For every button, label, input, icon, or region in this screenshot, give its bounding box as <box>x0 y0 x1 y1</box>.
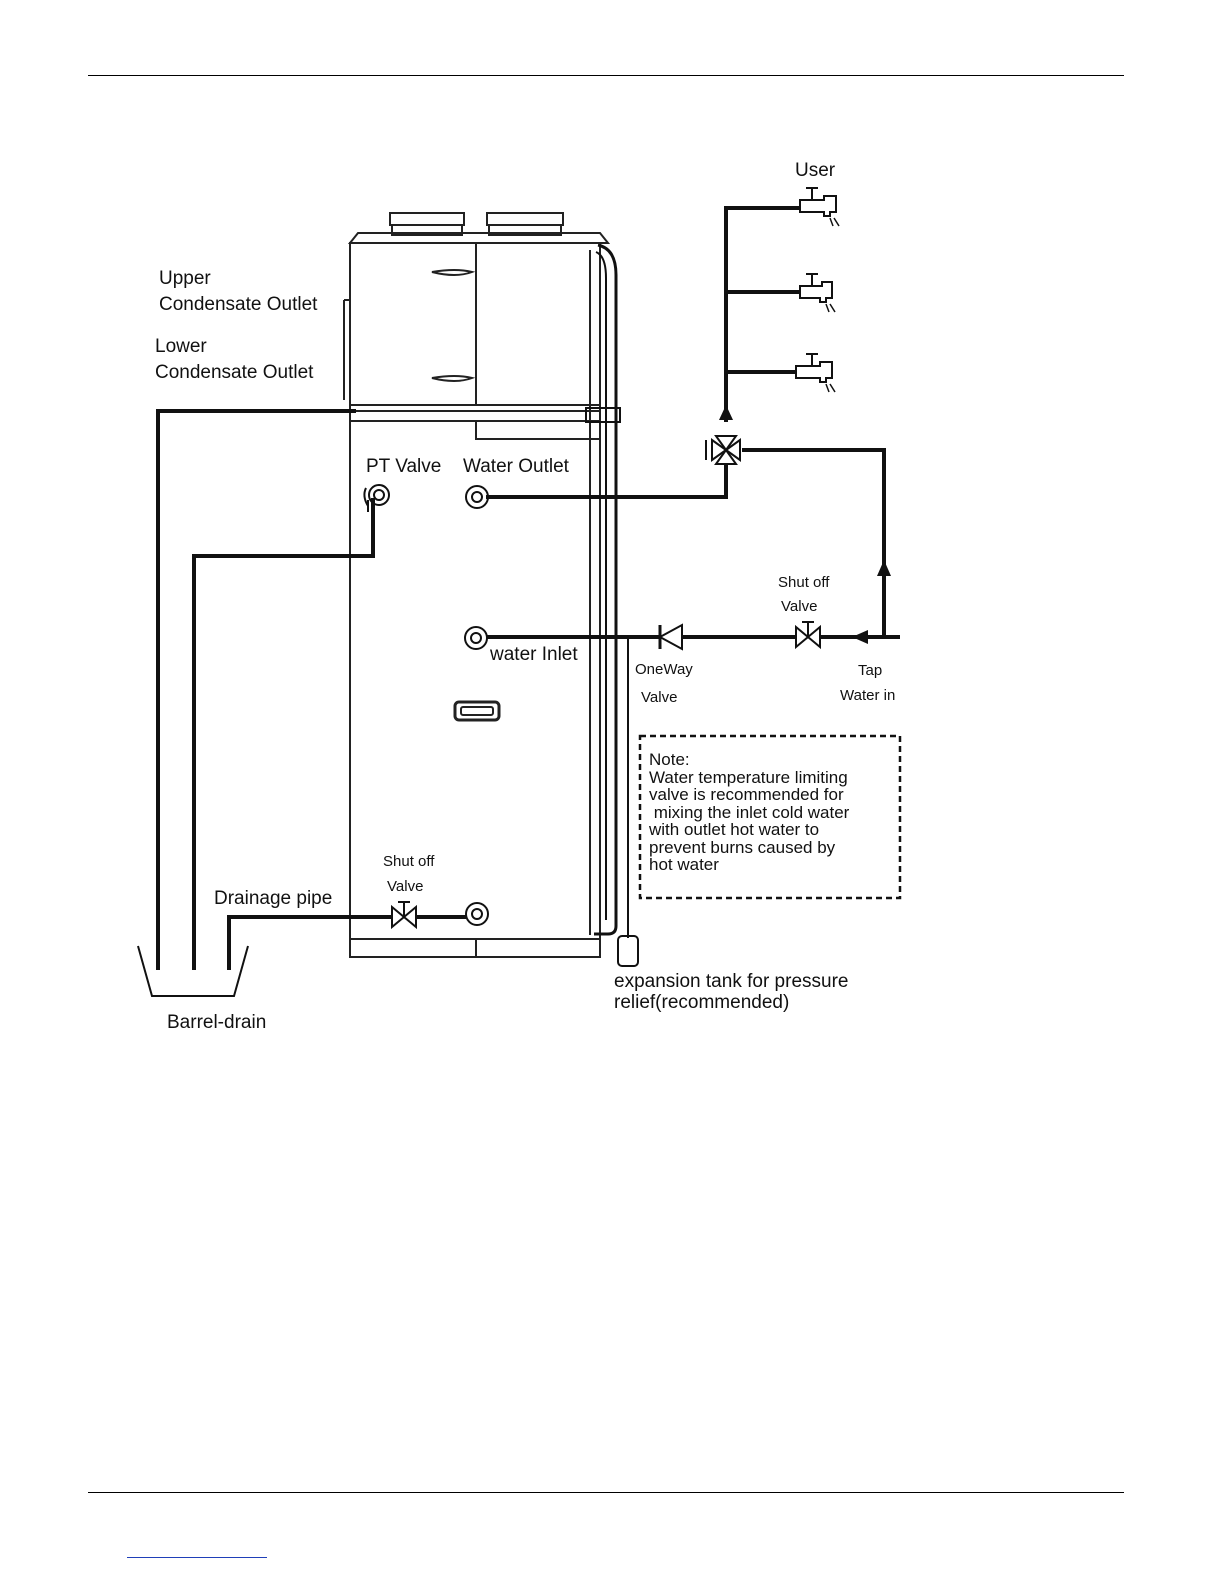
oneway-valve-icon <box>660 625 682 649</box>
lower-condensate-label-line2: Condensate Outlet <box>155 362 314 383</box>
upper-condensate-label-line2: Condensate Outlet <box>159 294 318 315</box>
water-outlet-label: Water Outlet <box>463 456 569 477</box>
water-inlet-label: water Inlet <box>490 644 578 665</box>
side-pipe <box>586 245 620 934</box>
expansion-tank-label-line1: expansion tank for pressure <box>614 971 849 992</box>
note-line: Note: <box>649 750 690 769</box>
note-line: Water temperature limiting <box>649 768 848 787</box>
lower-condensate-label-line1: Lower <box>155 336 207 357</box>
pt-valve-label: PT Valve <box>366 456 442 477</box>
note-line: valve is recommended for <box>649 785 844 804</box>
oneway-valve-label-line1: OneWay <box>635 661 693 678</box>
arrow-up-to-users <box>719 405 733 420</box>
user-tap-icon <box>800 188 839 226</box>
barrel-drain-label: Barrel-drain <box>167 1012 267 1033</box>
water-inlet-port <box>465 627 487 649</box>
note-line: mixing the inlet cold water <box>649 803 850 822</box>
drainage-pipe-label: Drainage pipe <box>214 888 333 909</box>
user-tap-icon <box>800 274 835 312</box>
water-outlet-port <box>466 486 488 508</box>
user-label: User <box>795 160 836 181</box>
mixing-valve-icon <box>706 436 740 464</box>
shutoff-right-label-line2: Valve <box>781 598 818 615</box>
tap-water-label-line2: Water in <box>840 687 896 704</box>
drain-port <box>466 903 488 925</box>
note-line: with outlet hot water to <box>649 820 820 839</box>
tap-water-label-line1: Tap <box>858 662 883 679</box>
shutoff-valve-right-icon <box>796 622 820 647</box>
user-tap-icon <box>796 354 835 392</box>
shutoff-bottom-label-line2: Valve <box>387 878 424 895</box>
oneway-valve-label-line2: Valve <box>641 689 678 706</box>
heat-pump-unit <box>344 213 608 957</box>
shutoff-right-label-line1: Shut off <box>778 574 830 591</box>
pt-valve-icon <box>364 485 389 512</box>
expansion-tank <box>618 637 638 966</box>
upper-condensate-label-line1: Upper <box>159 268 211 289</box>
expansion-tank-label-line2: relief(recommended) <box>614 992 790 1013</box>
shutoff-bottom-label-line1: Shut off <box>383 853 435 870</box>
arrow-up-tap-line <box>877 560 891 576</box>
note-line: hot water <box>649 855 719 874</box>
arrow-left-tap-in <box>852 630 868 644</box>
shutoff-valve-bottom-icon <box>392 902 416 927</box>
note-line: prevent burns caused by <box>649 838 836 857</box>
